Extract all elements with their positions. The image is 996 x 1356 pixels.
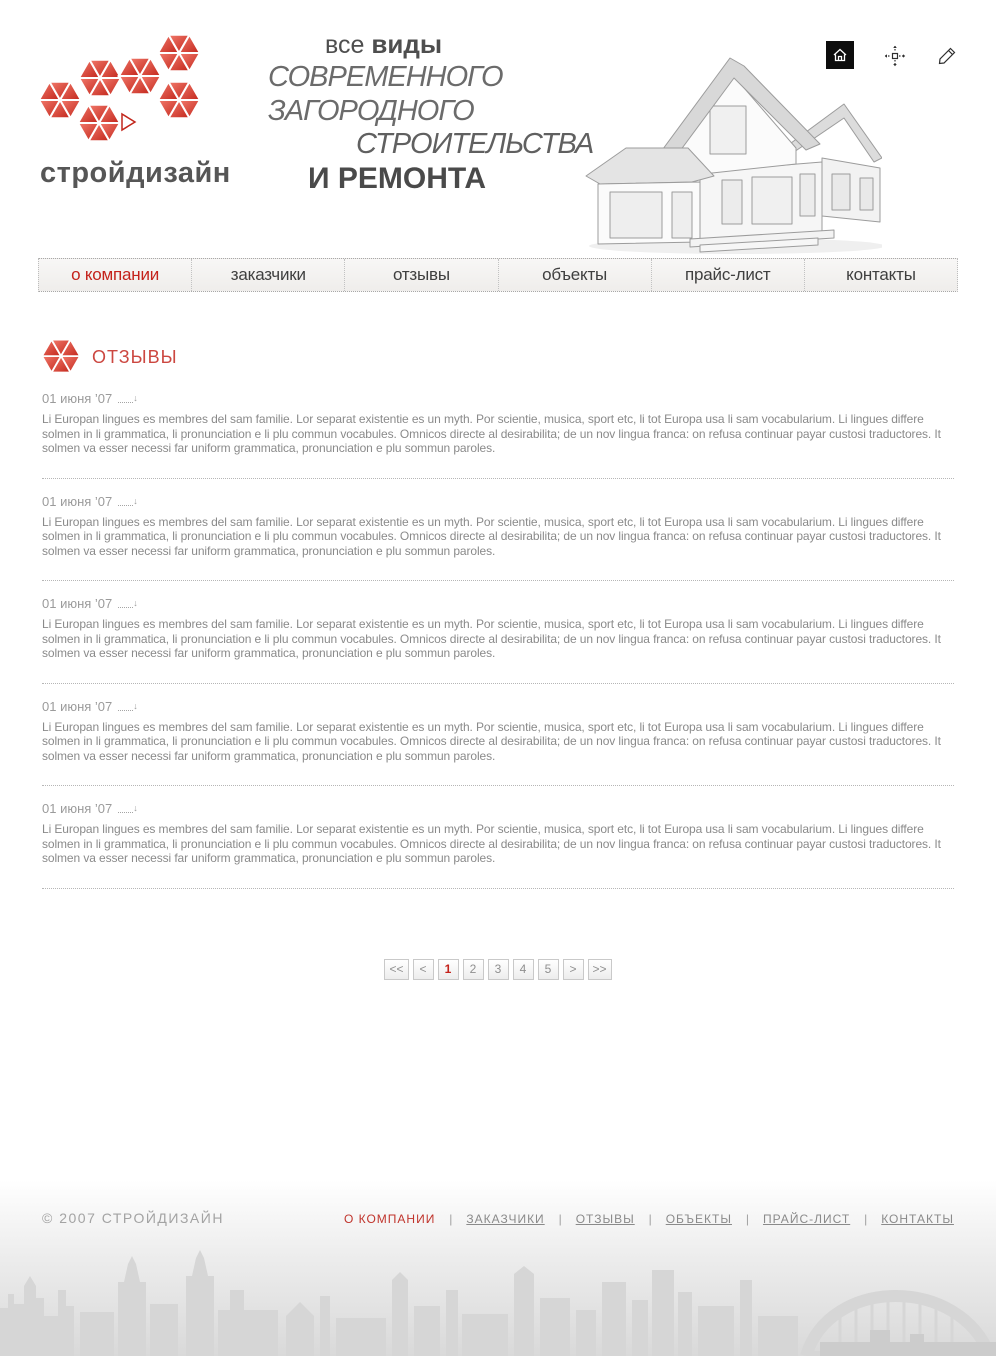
footer-separator: | (449, 1212, 453, 1226)
sitemap-icon[interactable] (884, 45, 906, 67)
review-text: Li Europan lingues es membres del sam familie. Lor separat existentie es un myth. Por scientie, musica, sport etc, li tot Europa usa li sam vocabularium. Li lingues differe solmen in li grammatica, li pronunciation e li plu commun vocabules. Omnicos directe al desirabilita; de un nov lingua franca: on refusa continuar payar custosi traductores. It solmen va esser necessi far uniform grammatica, pronunciation e plu sommun paroles. (42, 719, 941, 763)
divider (42, 478, 954, 479)
pagination-page-4[interactable]: 4 (513, 959, 534, 980)
pagination-page-3[interactable]: 3 (488, 959, 509, 980)
review-date: 01 июня ’07 (42, 596, 113, 611)
arrow-down-icon: ↓ (133, 495, 138, 506)
footer-link-pricelist[interactable]: ПРАЙС-ЛИСТ (762, 1212, 851, 1226)
pagination-page-2[interactable]: 2 (463, 959, 484, 980)
quick-icons (826, 41, 962, 69)
pagination-next[interactable]: > (563, 959, 584, 980)
review-date: 01 июня ’07 (42, 698, 113, 714)
logo-text: стройдизайн (40, 157, 231, 189)
dotted-leader (118, 499, 133, 506)
arrow-down-icon: ↓ (133, 598, 138, 608)
pagination-first[interactable]: << (384, 959, 408, 980)
footer (0, 1180, 996, 1356)
nav-item-objects[interactable]: объекты (498, 259, 651, 291)
divider (42, 580, 954, 581)
review-date: 01 июня ’07 (42, 391, 113, 406)
divider (42, 888, 954, 889)
review-item (42, 391, 954, 479)
review-item (42, 494, 954, 582)
dotted-leader (118, 806, 133, 813)
nav-item-reviews[interactable]: отзывы (344, 259, 497, 291)
footer-separator: | (648, 1212, 652, 1226)
review-text: Li Europan lingues es membres del sam familie. Lor separat existentie es un myth. Por scientie, musica, sport etc, li tot Europa usa li sam vocabularium. Li lingues differe solmen in li grammatica, li pronunciation e li plu commun vocabules. Omnicos directe al desirabilita; de un nov lingua franca: on refusa continuar payar custosi traductores. It solmen va esser necessi far uniform grammatica, pronunciation e plu sommun paroles. (42, 514, 941, 558)
edit-pencil-icon[interactable] (936, 45, 958, 67)
review-text: Li Europan lingues es membres del sam familie. Lor separat existentie es un myth. Por scientie, musica, sport etc, li tot Europa usa li sam vocabularium. Li lingues differe solmen in li grammatica, li pronunciation e li plu commun vocabules. Omnicos directe al desirabilita; de un nov lingua franca: on refusa continuar payar custosi traductores. It solmen va esser necessi far uniform grammatica, pronunciation e plu sommun paroles. (42, 617, 941, 660)
review-date: 01 июня ’07 (42, 493, 113, 509)
pagination-prev[interactable]: < (413, 959, 434, 980)
footer-link-clients[interactable]: ЗАКАЗЧИКИ (466, 1212, 545, 1226)
nav-item-clients[interactable]: заказчики (191, 259, 344, 291)
footer-link-contacts[interactable]: КОНТАКТЫ (881, 1212, 954, 1226)
review-expand-link[interactable] (118, 804, 138, 813)
dotted-leader (118, 704, 133, 711)
pagination (42, 959, 954, 980)
spacer (0, 980, 996, 1181)
review-item (42, 699, 954, 787)
review-expand-link[interactable] (118, 702, 138, 711)
house-illustration (582, 46, 882, 261)
review-text: Li Europan lingues es membres del sam familie. Lor separat existentie es un myth. Por scientie, musica, sport etc, li tot Europa usa li sam vocabularium. Li lingues differe solmen in li grammatica, li pronunciation e li plu commun vocabules. Omnicos directe al desirabilita; de un nov lingua franca: on refusa continuar payar custosi traductores. It solmen va esser necessi far uniform grammatica, pronunciation e plu sommun paroles. (42, 412, 941, 455)
tagline-line-2: СОВРЕМЕННОГО ЗАГОРОДНОГО (268, 61, 503, 127)
arrow-down-icon: ↓ (133, 803, 138, 813)
main-nav (38, 258, 958, 292)
review-expand-link[interactable] (118, 497, 138, 506)
nav-item-contacts[interactable]: контакты (804, 259, 957, 291)
review-item (42, 801, 954, 889)
pagination-page-5[interactable]: 5 (538, 959, 559, 980)
footer-separator: | (558, 1212, 562, 1226)
dotted-leader (118, 601, 133, 608)
logo-hexagons-icon (38, 30, 208, 148)
nav-item-pricelist[interactable]: прайс-лист (651, 259, 804, 291)
divider (42, 683, 954, 684)
review-expand-link[interactable] (118, 394, 138, 403)
review-date: 01 июня ’07 (42, 801, 113, 816)
review-expand-link[interactable] (118, 599, 138, 608)
footer-separator: | (864, 1212, 868, 1226)
section-hexagon-icon (42, 338, 80, 376)
dotted-leader (118, 396, 133, 403)
site-logo[interactable] (38, 30, 231, 190)
pagination-page-1[interactable]: 1 (438, 959, 459, 980)
footer-links (344, 1212, 954, 1226)
city-skyline-illustration (0, 1246, 996, 1356)
nav-item-about[interactable]: о компании (71, 265, 160, 284)
divider (42, 785, 954, 786)
footer-link-reviews[interactable]: ОТЗЫВЫ (575, 1212, 635, 1226)
review-item (42, 596, 954, 684)
review-text: Li Europan lingues es membres del sam familie. Lor separat existentie es un myth. Por scientie, musica, sport etc, li tot Europa usa li sam vocabularium. Li lingues differe solmen in li grammatica, li pronunciation e li plu commun vocabules. Omnicos directe al desirabilita; de un nov lingua franca: on refusa continuar payar custosi traductores. It solmen va esser necessi far uniform grammatica, pronunciation e plu sommun paroles. (42, 822, 941, 865)
content (42, 292, 954, 980)
header (0, 0, 996, 258)
tagline-line-1: все виды (325, 29, 443, 59)
copyright: © 2007 СТРОЙДИЗАЙН (42, 1210, 224, 1226)
tagline-line-4: И РЕМОНТА (308, 162, 487, 195)
footer-separator: | (745, 1212, 750, 1226)
page-title: ОТЗЫВЫ (92, 346, 178, 367)
arrow-down-icon: ↓ (133, 393, 138, 403)
footer-link-about[interactable]: О КОМПАНИИ (343, 1212, 436, 1226)
home-icon[interactable] (826, 41, 854, 69)
pagination-last[interactable]: >> (588, 959, 612, 980)
tagline-line-3: СТРОИТЕЛЬСТВА (356, 128, 594, 160)
page-title-row (42, 338, 954, 376)
footer-link-objects[interactable]: ОБЪЕКТЫ (665, 1212, 732, 1226)
arrow-down-icon: ↓ (133, 700, 138, 711)
